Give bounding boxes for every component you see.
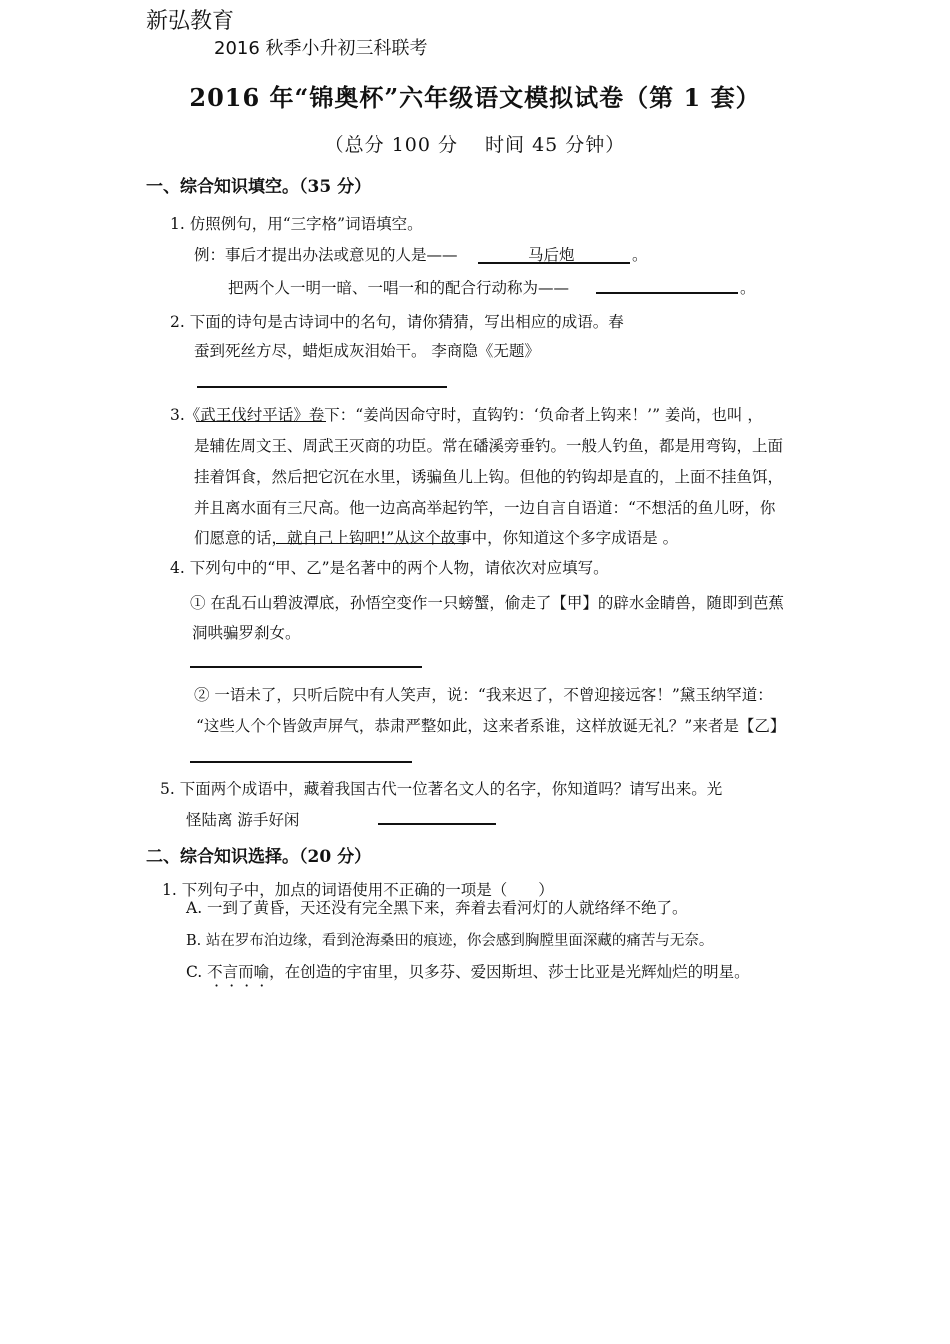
q3-line4: 并且离水面有三尺高。他一边高高举起钓竿，一边自言自语道：“不想活的鱼儿呀，你 xyxy=(194,499,776,517)
q3-book-underline xyxy=(196,421,326,422)
q4-yi-answer-blank[interactable] xyxy=(190,761,412,763)
q3-line2: 是辅佐周文王、周武王灭商的功臣。常在磻溪旁垂钓。一般人钓鱼，都是用弯钩，上面 xyxy=(194,437,784,455)
q3-line3: 挂着饵食，然后把它沉在水里，诱骗鱼儿上钩。但他的钓钩却是直的，上面不挂鱼饵， xyxy=(194,468,784,486)
q1-answer-blank[interactable] xyxy=(596,292,738,294)
q3-quote-underline xyxy=(276,543,466,544)
q2-line1: 2. 下面的诗句是古诗词中的名句，请你猜猜，写出相应的成语。春 xyxy=(170,313,624,331)
q4-item1-line1: ① 在乱石山碧波潭底，孙悟空变作一只螃蟹，偷走了【甲】的辟水金睛兽，随即到芭蕉 xyxy=(190,594,784,612)
q4-item2-line1: ② 一语未了，只听后院中有人笑声，说：“我来迟了，不曾迎接远客！”黛玉纳罕道： xyxy=(194,686,773,704)
header-subtitle: 2016 秋季小升初三科联考 xyxy=(214,38,428,59)
q5-answer-blank[interactable] xyxy=(378,823,496,825)
q1-task: 把两个人一明一暗、一唱一和的配合行动称为—— xyxy=(228,279,570,297)
exam-title: 2016 年“锦奥杯”六年级语文模拟试卷（第 1 套） xyxy=(189,83,761,112)
q3-line1: 3.《武王伐纣平话》卷下：“姜尚因命守时，直钩钓：‘负命者上钩来！’” 姜尚，也叫 ， xyxy=(170,406,763,424)
q5-line1: 5. 下面两个成语中，藏着我国古代一位著名文人的名字，你知道吗？请写出来。光 xyxy=(160,780,723,798)
q4-prompt: 4. 下列句中的“甲、乙”是名著中的两个人物，请依次对应填写。 xyxy=(170,559,609,577)
q1-prompt: 1. 仿照例句，用“三字格”词语填空。 xyxy=(170,215,423,233)
q5-line2: 怪陆离 游手好闲 xyxy=(186,811,300,829)
q2-line2: 蚕到死丝方尽，蜡炬成灰泪始干。 李商隐《无题》 xyxy=(194,342,540,360)
q3-line5: 们愿意的话，就自己上钩吧!”从这个故事中，你知道这个多字成语是 。 xyxy=(194,529,679,547)
header-org: 新弘教育 xyxy=(146,9,235,34)
section1-heading: 一、综合知识填空。（35 分） xyxy=(146,177,372,197)
q1-example-answer-line xyxy=(478,262,630,264)
s2-q1-option-b: B. 站在罗布泊边缘，看到沧海桑田的痕迹，你会感到胸膛里面深藏的痛苦与无奈。 xyxy=(186,933,714,949)
q4-jia-answer-blank[interactable] xyxy=(190,666,422,668)
emphasis-dots: ···· xyxy=(214,976,275,995)
q1-example: 例：事后才提出办法或意见的人是—— xyxy=(194,246,458,264)
q4-item2-line2: “这些人个个皆敛声屏气，恭肃严整如此，这来者系谁，这样放诞无礼？”来者是【乙】 xyxy=(196,717,786,735)
q1-task-end: 。 xyxy=(740,279,756,297)
section2-heading: 二、综合知识选择。（20 分） xyxy=(146,847,372,867)
q1-example-end: 。 xyxy=(632,246,648,264)
q2-answer-blank[interactable] xyxy=(197,386,447,388)
exam-meta: （总分 100 分 时间 45 分钟） xyxy=(324,134,626,156)
s2-q1-option-c: C. 不言而喻，在创造的宇宙里，贝多芬、爱因斯坦、莎士比亚是光辉灿烂的明星。 xyxy=(186,963,750,981)
s2-q1-option-a: A. 一到了黄昏，天还没有完全黑下来，奔着去看河灯的人就络绎不绝了。 xyxy=(186,899,688,917)
q4-item1-line2: 洞哄骗罗刹女。 xyxy=(192,624,301,642)
q1-example-answer: 马后炮 xyxy=(528,246,575,264)
s2-q1-prompt: 1. 下列句子中，加点的词语使用不正确的一项是（ ） xyxy=(162,881,554,899)
